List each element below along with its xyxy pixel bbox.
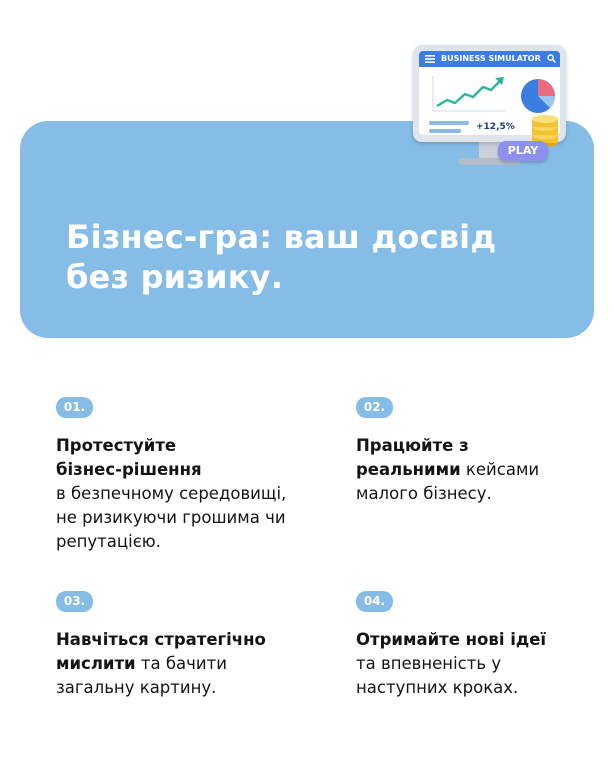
badge-02: 02. [356, 397, 393, 418]
item-04-line-2: та впевненість у [356, 654, 502, 673]
item-02-rest-2: кейсами [460, 460, 540, 479]
pie-chart-icon [519, 77, 557, 115]
item-04-bold-1: Отримайте нові ідеї [356, 630, 547, 649]
item-04-text [356, 628, 546, 700]
progress-line-2 [429, 129, 461, 133]
item-01-bold-1: Протестуйте [56, 436, 177, 455]
item-02-line-3: малого бізнесу. [356, 484, 492, 503]
app-bar [419, 51, 560, 67]
stock-chart-icon [429, 74, 509, 114]
hero-title-line-2: без ризику. [66, 258, 284, 296]
business-simulator-monitor [413, 45, 568, 175]
item-03-bold-2: мислити [56, 654, 136, 673]
app-title: BUSINESS SIMULATOR [441, 54, 541, 63]
item-01-line-5: репутацією. [56, 532, 161, 551]
badge-04: 04. [356, 591, 393, 612]
item-01-text [56, 434, 286, 554]
badge-01: 01. [56, 397, 93, 418]
hero-title [66, 217, 496, 297]
hero-title-line-1: Бізнес-гра: ваш досвід [66, 218, 497, 256]
item-03-text [56, 628, 266, 700]
item-03-line-3: загальну картину. [56, 678, 217, 697]
item-02-text [356, 434, 539, 506]
item-01-line-4: не ризикуючи грошима чи [56, 508, 286, 527]
item-03-bold-1: Навчіться стратегічно [56, 630, 266, 649]
progress-line-1 [429, 121, 469, 125]
item-02-bold-1: Працюйте з [356, 436, 469, 455]
item-04-line-3: наступних кроках. [356, 678, 519, 697]
item-01-line-3: в безпечному середовищі, [56, 484, 287, 503]
item-03-rest-2: та бачити [135, 654, 227, 673]
play-button[interactable]: PLAY [498, 141, 548, 161]
growth-label: +12,5% [476, 122, 515, 132]
menu-icon [425, 55, 435, 63]
item-01-bold-2: бізнес-рішення [56, 460, 202, 479]
badge-03: 03. [56, 591, 93, 612]
search-icon [547, 54, 556, 63]
item-02-bold-2: реальними [356, 460, 461, 479]
